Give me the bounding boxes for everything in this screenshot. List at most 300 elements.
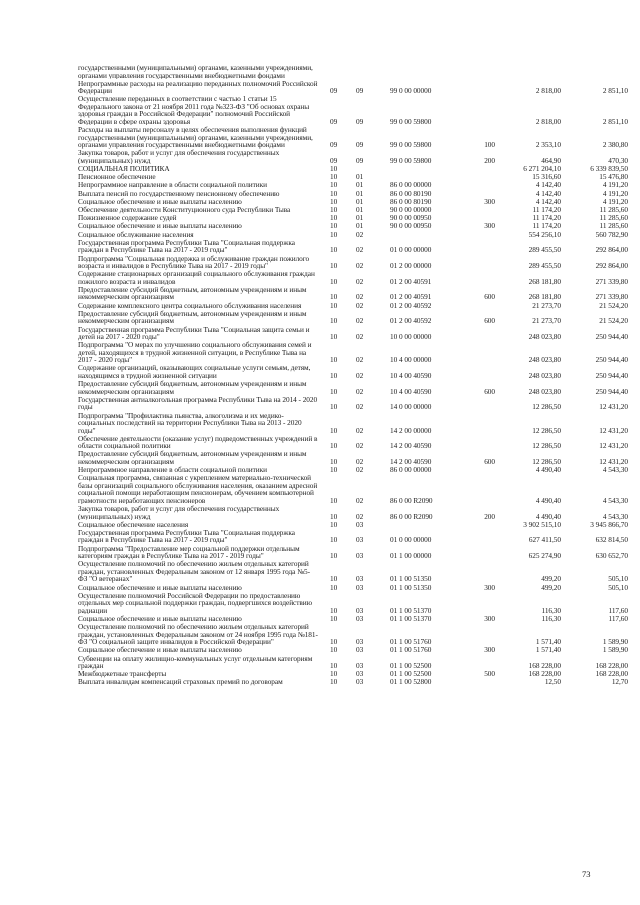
row-section: 10 [330, 293, 338, 301]
row-subsection: 01 [356, 181, 364, 189]
row-amount-2018: 12 286,50 [532, 426, 561, 434]
row-amount-2018: 11 174,20 [532, 214, 561, 222]
row-amount-2018: 554 256,10 [528, 230, 561, 239]
row-amount-2019: 250 944,40 [595, 371, 628, 380]
row-amount-2018: 268 181,80 [528, 293, 561, 301]
row-subsection: 02 [356, 466, 364, 474]
row-expense-type: 500 [484, 670, 495, 678]
row-amount-2018: 248 023,80 [528, 387, 561, 396]
row-amount-2018: 2 353,10 [535, 141, 561, 149]
table-row [0, 302, 640, 310]
row-section: 10 [330, 403, 338, 411]
row-subsection: 01 [356, 214, 364, 222]
row-subsection: 02 [356, 333, 364, 341]
row-name: Социальное обеспечение и иные выплаты населению [78, 222, 242, 230]
row-target-code: 01 1 00 51350 [390, 575, 432, 583]
row-amount-2019: 250 944,40 [595, 387, 628, 396]
table-row [0, 149, 640, 165]
row-target-code: 10 4 00 40590 [390, 387, 432, 396]
row-name: Непрограммные расходы на реализацию переданных полномочий Российской Федерации [78, 79, 318, 95]
row-amount-2018: 12 286,50 [532, 403, 561, 411]
row-section: 10 [330, 301, 338, 310]
table-row [0, 655, 640, 671]
row-subsection: 03 [356, 536, 364, 544]
row-amount-2018: 248 023,80 [528, 371, 561, 380]
row-section: 10 [330, 371, 338, 380]
row-amount-2018: 3 902 515,10 [523, 520, 561, 529]
row-target-code: 01 2 00 40592 [390, 317, 432, 325]
row-subsection: 09 [356, 117, 364, 126]
row-amount-2019: 560 782,90 [595, 230, 628, 239]
row-name: Подпрограмма "О мерах по улучшению социального обслуживания семей и детей, находящихся в трудной жизненной ситуации, в Республике Тыва на 2017 - 2020 годы" [78, 341, 312, 364]
row-amount-2018: 248 023,80 [528, 356, 561, 364]
row-target-code: 99 0 00 59800 [390, 156, 432, 165]
row-name: Межбюджетные трансферты [78, 670, 167, 678]
row-subsection: 03 [356, 606, 364, 615]
table-row [0, 474, 640, 505]
row-amount-2019: 12 431,20 [599, 442, 628, 450]
row-amount-2018: 12,50 [544, 678, 561, 686]
row-target-code: 01 1 00 52800 [390, 678, 432, 686]
table-row [0, 364, 640, 380]
row-subsection: 03 [356, 520, 364, 529]
row-name: Пожизненное содержание судей [78, 214, 177, 222]
table-row [0, 584, 640, 592]
row-amount-2018: 464,90 [541, 156, 561, 165]
row-amount-2019: 4 191,20 [602, 189, 628, 198]
row-amount-2018: 625 274,90 [528, 552, 561, 560]
row-name: Государственная программа Республики Тыва "Социальная защита семьи и детей на 2017 - 2020 годы" [78, 325, 310, 341]
row-section: 10 [330, 536, 338, 544]
table-row [0, 521, 640, 529]
row-section: 10 [330, 426, 338, 434]
table-row [0, 529, 640, 545]
row-section: 10 [330, 638, 338, 646]
row-section: 10 [330, 552, 338, 560]
table-row [0, 435, 640, 451]
row-amount-2018: 12 286,50 [532, 442, 561, 450]
row-section: 09 [330, 156, 338, 165]
row-section: 09 [330, 141, 338, 149]
row-amount-2019: 12 431,20 [599, 457, 628, 466]
row-subsection: 09 [356, 156, 364, 165]
row-section: 10 [330, 206, 338, 214]
row-target-code: 10 4 00 40590 [390, 371, 432, 380]
table-row [0, 239, 640, 255]
row-section: 10 [330, 614, 338, 623]
row-target-code: 90 0 00 00000 [390, 206, 432, 214]
row-name: Осуществление полномочий Российской Федерации по предоставлению отдельных мер социальной поддержки граждан, подвергшихся воздействию радиации [78, 591, 313, 615]
row-section: 10 [330, 230, 338, 239]
row-expense-type: 600 [484, 387, 495, 396]
row-name: Содержание стационарных организаций социального обслуживания граждан пожилого возраста и инвалидов [78, 270, 315, 286]
row-name: Непрограммное направление в области социальной политики [78, 181, 268, 189]
row-amount-2019: 12 431,20 [599, 403, 628, 411]
row-amount-2018: 627 411,50 [528, 536, 561, 544]
row-amount-2019: 2 851,10 [602, 117, 628, 126]
table-row [0, 412, 640, 435]
row-amount-2018: 4 490,40 [535, 512, 561, 520]
row-section: 10 [330, 333, 338, 341]
row-amount-2019: 632 814,50 [595, 536, 628, 544]
row-section: 10 [330, 262, 338, 270]
row-section: 10 [330, 246, 338, 254]
row-target-code: 99 0 00 59800 [390, 117, 432, 126]
row-subsection: 01 [356, 173, 364, 181]
row-name: Осуществление полномочий по обеспечению жильем отдельных категорий граждан, установленных Федеральным законом от 12 января 1995 года №5-ФЗ "О ветеранах" [78, 560, 311, 583]
row-name: Расходы на выплаты персоналу в целях обеспечения выполнения функций государственными (муниципальными) органами, казенными учреждениями, органами управления государственными внебюджетными фондами [78, 126, 313, 149]
row-name: СОЦИАЛЬНАЯ ПОЛИТИКА [78, 165, 170, 173]
row-target-code: 86 0 00 R2090 [390, 496, 433, 505]
row-name: Выплата инвалидам компенсаций страховых премий по договорам [78, 678, 283, 686]
table-row [0, 214, 640, 222]
row-amount-2019: 250 944,40 [595, 356, 628, 364]
row-target-code: 01 1 00 51350 [390, 583, 432, 591]
row-section: 10 [330, 457, 338, 466]
row-amount-2019: 1 589,90 [602, 638, 628, 646]
row-amount-2019: 292 864,00 [595, 262, 628, 270]
row-amount-2018: 168 228,00 [528, 670, 561, 678]
row-amount-2019: 21 524,20 [599, 301, 628, 310]
row-amount-2019: 15 476,80 [599, 173, 628, 181]
row-expense-type: 600 [484, 457, 495, 466]
row-section: 10 [330, 173, 338, 181]
table-row [0, 270, 640, 286]
row-expense-type: 300 [484, 646, 495, 654]
table-row [0, 380, 640, 396]
row-amount-2018: 168 228,00 [528, 662, 561, 670]
row-amount-2018: 21 273,70 [532, 301, 561, 310]
row-subsection: 03 [356, 638, 364, 646]
row-subsection: 09 [356, 87, 364, 95]
row-amount-2018: 499,20 [541, 575, 561, 583]
row-amount-2019: 12,70 [611, 678, 628, 686]
row-subsection: 02 [356, 512, 364, 520]
row-target-code: 86 0 00 80190 [390, 189, 432, 198]
row-section: 10 [330, 356, 338, 364]
row-target-code: 86 0 00 00000 [390, 181, 432, 189]
row-amount-2018: 4 490,40 [535, 466, 561, 474]
row-target-code: 10 4 00 00000 [390, 356, 432, 364]
row-target-code: 86 0 00 80190 [390, 197, 432, 206]
row-target-code: 86 0 00 00000 [390, 466, 432, 474]
row-subsection: 02 [356, 277, 364, 286]
row-amount-2019: 11 285,60 [599, 222, 628, 230]
row-amount-2018: 268 181,80 [528, 277, 561, 286]
row-target-code: 01 1 00 00000 [390, 552, 432, 560]
row-amount-2019: 4 543,30 [602, 512, 628, 520]
row-amount-2019: 2 380,80 [602, 141, 628, 149]
row-expense-type: 100 [484, 141, 495, 149]
row-subsection: 02 [356, 262, 364, 270]
table-row [0, 190, 640, 198]
table-row [0, 466, 640, 474]
row-subsection: 02 [356, 403, 364, 411]
row-subsection: 09 [356, 141, 364, 149]
row-amount-2018: 2 818,00 [535, 117, 561, 126]
row-section: 10 [330, 181, 338, 189]
row-amount-2019: 12 431,20 [599, 426, 628, 434]
row-amount-2019: 470,30 [608, 156, 628, 165]
row-target-code: 01 2 00 40591 [390, 277, 432, 286]
row-subsection: 03 [356, 662, 364, 670]
row-amount-2019: 11 285,60 [599, 206, 628, 214]
row-target-code: 01 1 00 52500 [390, 670, 432, 678]
row-name: Государственная программа Республики Тыва "Социальная поддержка граждан в Республике Тыва на 2017 - 2019 годы" [78, 528, 295, 544]
row-subsection: 02 [356, 301, 364, 310]
row-target-code: 01 0 00 00000 [390, 246, 432, 254]
table-row [0, 450, 640, 466]
row-name: Подпрограмма "Профилактика пьянства, алкоголизма и их медико-социальных последствий на территории Республики Тыва на 2013 - 2020 годы" [78, 411, 302, 434]
row-expense-type: 300 [484, 197, 495, 206]
row-amount-2019: 6 339 839,50 [590, 165, 628, 173]
row-subsection: 02 [356, 387, 364, 396]
row-amount-2019: 11 285,60 [599, 214, 628, 222]
row-target-code: 99 0 00 59800 [390, 141, 432, 149]
row-name: Предоставление субсидий бюджетным, автономным учреждениям и иным некоммерческим организациям [78, 380, 307, 396]
row-expense-type: 300 [484, 222, 495, 230]
table-row [0, 646, 640, 654]
table-row [0, 181, 640, 189]
row-amount-2018: 289 455,50 [528, 246, 561, 254]
row-name: Содержание комплексного центра социального обслуживания населения [78, 301, 302, 310]
row-target-code: 10 0 00 00000 [390, 333, 432, 341]
row-amount-2019: 4 191,20 [602, 181, 628, 189]
row-section: 10 [330, 606, 338, 615]
row-target-code: 14 2 00 00000 [390, 426, 432, 434]
row-amount-2019: 505,10 [608, 575, 628, 583]
row-name: Закупка товаров, работ и услуг для обеспечения государственных (муниципальных) нужд [78, 149, 280, 165]
row-name: Предоставление субсидий бюджетным, автономным учреждениям и иным некоммерческим организациям [78, 285, 307, 301]
row-amount-2018: 4 142,40 [535, 181, 561, 189]
row-subsection: 02 [356, 442, 364, 450]
row-subsection: 02 [356, 426, 364, 434]
row-subsection: 03 [356, 583, 364, 591]
table-row [0, 95, 640, 126]
row-amount-2019: 292 864,00 [595, 246, 628, 254]
row-section: 10 [330, 496, 338, 505]
row-amount-2019: 4 191,20 [602, 197, 628, 206]
row-amount-2019: 168 228,00 [595, 670, 628, 678]
row-amount-2019: 2 851,10 [602, 87, 628, 95]
row-subsection: 03 [356, 575, 364, 583]
row-name: Закупка товаров, работ и услуг для обеспечения государственных (муниципальных) нужд [78, 505, 280, 520]
row-name: Обеспечение деятельности (оказание услуг) подведомственных учреждений в области социальной политики [78, 434, 318, 450]
row-amount-2018: 4 142,40 [535, 197, 561, 206]
row-section: 10 [330, 197, 338, 206]
row-name: Осуществление переданных в соответствии с частью 1 статьи 15 Федерального закона от 21 ноября 2011 года №323-ФЗ "Об основах охраны здоровья граждан в Российской Федерации" полномочий Российской Федерации в сфере охраны здоровья [78, 95, 310, 126]
row-section: 10 [330, 670, 338, 678]
row-section: 09 [330, 87, 338, 95]
row-section: 10 [330, 583, 338, 591]
row-target-code: 99 0 00 00000 [390, 87, 432, 95]
row-amount-2018: 15 316,60 [532, 173, 561, 181]
table-row [0, 173, 640, 181]
table-row [0, 64, 640, 80]
row-subsection: 01 [356, 222, 364, 230]
row-target-code: 01 1 00 51370 [390, 606, 432, 615]
table-row [0, 255, 640, 271]
row-section: 10 [330, 317, 338, 325]
row-target-code: 01 2 00 40591 [390, 293, 432, 301]
table-row [0, 545, 640, 561]
row-name: Предоставление субсидий бюджетным, автономным учреждениям и иным некоммерческим организациям [78, 450, 307, 466]
row-subsection: 03 [356, 670, 364, 678]
row-amount-2019: 250 944,40 [595, 333, 628, 341]
row-expense-type: 600 [484, 293, 495, 301]
row-name: Социальное обеспечение населения [78, 520, 189, 529]
row-expense-type: 200 [484, 156, 495, 165]
table-row [0, 341, 640, 364]
row-section: 10 [330, 442, 338, 450]
row-amount-2019: 168 228,00 [595, 662, 628, 670]
row-amount-2018: 4 142,40 [535, 189, 561, 198]
row-subsection: 03 [356, 614, 364, 623]
row-name: Непрограммное направление в области социальной политики [78, 466, 268, 474]
table-row [0, 623, 640, 646]
row-amount-2018: 248 023,80 [528, 333, 561, 341]
table-row [0, 286, 640, 302]
row-subsection: 02 [356, 293, 364, 301]
row-target-code: 90 0 00 00950 [390, 222, 432, 230]
table-row [0, 670, 640, 678]
row-amount-2019: 4 543,30 [602, 496, 628, 505]
row-subsection: 03 [356, 646, 364, 654]
table-row [0, 678, 640, 686]
row-amount-2018: 289 455,50 [528, 262, 561, 270]
row-section: 10 [330, 387, 338, 396]
row-target-code: 14 2 00 40590 [390, 457, 432, 466]
row-amount-2018: 11 174,20 [532, 222, 561, 230]
row-subsection: 02 [356, 457, 364, 466]
table-row [0, 560, 640, 583]
row-target-code: 01 2 00 40592 [390, 301, 432, 310]
row-name: Социальное обеспечение и иные выплаты населению [78, 646, 242, 654]
row-subsection: 01 [356, 189, 364, 198]
row-section: 10 [330, 189, 338, 198]
row-subsection: 03 [356, 678, 364, 686]
row-amount-2018: 1 571,40 [535, 638, 561, 646]
table-row [0, 615, 640, 623]
row-name: Государственная антиалкогольная программа Республики Тыва на 2014 - 2020 годы [78, 395, 318, 411]
table-row [0, 206, 640, 214]
row-name: Осуществление полномочий по обеспечению жильем отдельных категорий граждан, установленных Федеральным законом от 24 ноября 1995 года №181-ФЗ "О социальной защите инвалидов в Российской Федерации" [78, 623, 318, 646]
row-amount-2018: 4 490,40 [535, 496, 561, 505]
row-target-code: 01 1 00 51760 [390, 638, 432, 646]
row-amount-2019: 21 524,20 [599, 317, 628, 325]
table-row [0, 222, 640, 230]
row-expense-type: 200 [484, 512, 495, 520]
table-row [0, 165, 640, 173]
row-target-code: 01 0 00 00000 [390, 536, 432, 544]
row-amount-2019: 3 945 866,70 [590, 520, 628, 529]
row-name: Пенсионное обеспечение [78, 173, 156, 181]
row-name: Содержание организаций, оказывающих социальные услуги семьям, детям, находящимся в трудной жизненной ситуации [78, 364, 311, 380]
row-target-code: 01 1 00 51370 [390, 614, 432, 623]
row-amount-2018: 11 174,20 [532, 206, 561, 214]
row-amount-2019: 117,60 [608, 606, 628, 615]
row-section: 10 [330, 512, 338, 520]
row-target-code: 01 1 00 51760 [390, 646, 432, 654]
row-section: 10 [330, 575, 338, 583]
row-expense-type: 300 [484, 614, 495, 623]
row-name: Социальное обеспечение и иные выплаты населению [78, 614, 242, 623]
table-row [0, 592, 640, 615]
row-name: Подпрограмма "Предоставление мер социальной поддержки отдельным категориям граждан в Республике Тыва на 2017 - 2019 годы" [78, 544, 300, 560]
row-section: 10 [330, 678, 338, 686]
row-amount-2019: 117,60 [608, 614, 628, 623]
row-amount-2019: 1 589,90 [602, 646, 628, 654]
row-amount-2019: 4 543,30 [602, 466, 628, 474]
row-section: 10 [330, 662, 338, 670]
row-section: 10 [330, 466, 338, 474]
row-target-code: 90 0 00 00950 [390, 214, 432, 222]
table-row [0, 310, 640, 326]
page-number: 73 [582, 869, 591, 879]
row-amount-2019: 630 652,70 [595, 552, 628, 560]
row-amount-2018: 21 273,70 [532, 317, 561, 325]
row-name: Подпрограмма "Социальная поддержка и обслуживание граждан пожилого возраста и инвалидов в Республике Тыва на 2017 - 2019 годы" [78, 254, 310, 270]
table-row [0, 396, 640, 412]
row-name: Обеспечение деятельности Конституционного суда Республики Тыва [78, 206, 291, 214]
row-section: 10 [330, 277, 338, 286]
table-row [0, 326, 640, 342]
row-name: Социальное обслуживание населения [78, 230, 194, 239]
row-subsection: 02 [356, 371, 364, 380]
row-amount-2018: 12 286,50 [532, 457, 561, 466]
row-target-code: 01 2 00 00000 [390, 262, 432, 270]
row-section: 10 [330, 222, 338, 230]
row-subsection: 02 [356, 317, 364, 325]
row-name: Социальная программа, связанная с укреплением материально-технической базы организаций социального обслуживания населения, оказанием адресной социальной помощи неработающим пенсионерам, обучением компьютерной грамотности неработающих пенсионеров [78, 474, 318, 505]
row-section: 10 [330, 646, 338, 654]
table-row [0, 231, 640, 239]
row-amount-2018: 499,20 [541, 583, 561, 591]
row-expense-type: 600 [484, 317, 495, 325]
row-section: 10 [330, 214, 338, 222]
row-amount-2018: 1 571,40 [535, 646, 561, 654]
row-section: 09 [330, 117, 338, 126]
row-amount-2018: 2 818,00 [535, 87, 561, 95]
row-subsection: 02 [356, 230, 364, 239]
row-amount-2019: 505,10 [608, 583, 628, 591]
row-subsection: 01 [356, 206, 364, 214]
row-name: Предоставление субсидий бюджетным, автономным учреждениям и иным некоммерческим организациям [78, 309, 307, 325]
row-amount-2018: 116,30 [541, 614, 561, 623]
row-amount-2019: 271 339,80 [595, 293, 628, 301]
table-row [0, 80, 640, 96]
row-name: государственными (муниципальными) органами, казенными учреждениями, органами управления государственными внебюджетными фондами [78, 64, 313, 79]
row-amount-2018: 116,30 [541, 606, 561, 615]
row-name: Выплата пенсий по государственному пенсионному обеспечению [78, 189, 280, 198]
row-amount-2018: 6 271 204,10 [523, 165, 561, 173]
row-target-code: 14 2 00 40590 [390, 442, 432, 450]
row-name: Государственная программа Республики Тыва "Социальная поддержка граждан в Республике Тыва на 2017 - 2019 годы" [78, 238, 295, 254]
table-row [0, 505, 640, 521]
row-expense-type: 300 [484, 583, 495, 591]
row-name: Социальное обеспечение и иные выплаты населению [78, 197, 242, 206]
row-subsection: 01 [356, 197, 364, 206]
row-target-code: 14 0 00 00000 [390, 403, 432, 411]
table-row [0, 126, 640, 149]
row-section: 10 [330, 520, 338, 529]
row-target-code: 01 1 00 52500 [390, 662, 432, 670]
row-name: Субвенции на оплату жилищно-коммунальных услуг отдельным категориям граждан [78, 654, 313, 670]
row-subsection: 02 [356, 496, 364, 505]
row-amount-2019: 271 339,80 [595, 277, 628, 286]
row-subsection: 03 [356, 552, 364, 560]
row-subsection: 02 [356, 246, 364, 254]
